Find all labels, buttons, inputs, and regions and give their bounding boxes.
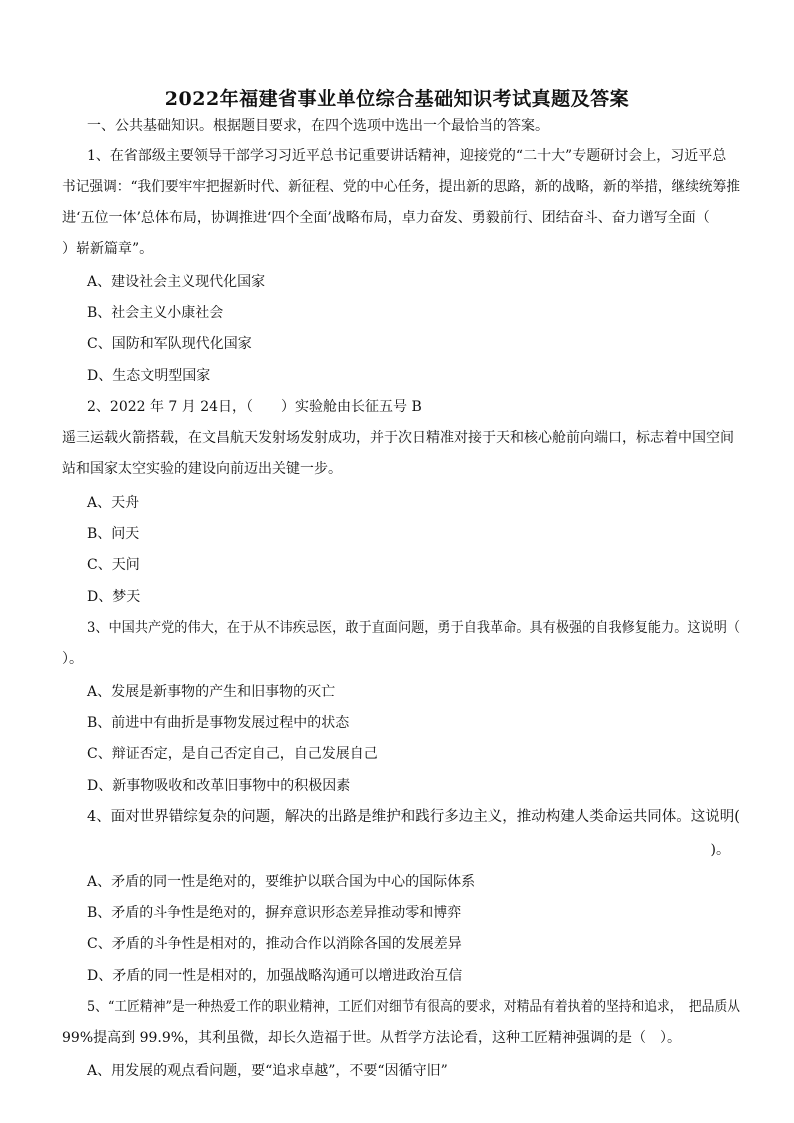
q3-line-1: 3、中国共产党的伟大，在于从不讳疾忌医，敢于直面问题，勇于自我革命。具有极强的自我修复能力。这说明（ xyxy=(87,620,741,636)
section-intro: 一、公共基础知识。根据题目要求，在四个选项中选出一个最恰当的答案。 xyxy=(87,118,549,134)
q4-option-d: D、矛盾的同一性是相对的，加强战略沟通可以增进政治互信 xyxy=(87,968,463,984)
q1-line-3: 进‘五位一体’总体布局，协调推进‘四个全面’战略布局，卓力奋发、勇毅前行、团结奋斗、奋力谱写全面（ xyxy=(62,210,710,226)
q5-option-a: A、用发展的观点看问题，要“追求卓越”，不要“因循守旧” xyxy=(87,1063,448,1079)
q2-line-3: 站和国家太空实验的建设向前迈出关键一步。 xyxy=(62,461,342,477)
q2-option-c: C、天问 xyxy=(87,557,140,573)
q1-line-2: 书记强调：“我们要牢牢把握新时代、新征程、党的中心任务，提出新的思路，新的战略，新的举措，继续统筹推 xyxy=(62,179,740,195)
q5-line-2: 99%提高到 99.9%，其利虽微，却长久造福于世。从哲学方法论看，这种工匠精神强调的是（ ）。 xyxy=(62,1030,682,1046)
q5-line-1: 5、“工匠精神”是一种热爱工作的职业精神，工匠们对细节有很高的要求，对精品有着执着的坚持和追求， 把品质从 xyxy=(87,999,740,1015)
document-title: 2022年福建省事业单位综合基础知识考试真题及答案 xyxy=(164,88,630,110)
q4-option-b: B、矛盾的斗争性是绝对的，摒弃意识形态差异推动零和博弈 xyxy=(87,905,462,921)
q4-option-a: A、矛盾的同一性是绝对的，要维护以联合国为中心的国际体系 xyxy=(87,874,476,890)
q3-option-b: B、前进中有曲折是事物发展过程中的状态 xyxy=(87,715,350,731)
q3-option-c: C、辩证否定，是自己否定自己，自己发展自己 xyxy=(87,746,378,762)
q3-line-2: ）。 xyxy=(62,651,83,667)
q2-line-2: 遥三运载火箭搭载，在文昌航天发射场发射成功，并于次日精准对接于天和核心舱前向端口，标志着中国空间 xyxy=(62,430,734,446)
q4-line-1: 4、面对世界错综复杂的问题，解决的出路是维护和践行多边主义，推动构建人类命运共同体。这说明( xyxy=(87,809,740,825)
q1-line-4: ）崭新篇章”。 xyxy=(62,241,154,257)
q3-option-a: A、发展是新事物的产生和旧事物的灭亡 xyxy=(87,684,336,700)
q1-option-c: C、国防和军队现代化国家 xyxy=(87,336,252,352)
q1-line-1: 1、在省部级主要领导干部学习习近平总书记重要讲话精神，迎接党的“二十大”专题研讨会上，习近平总 xyxy=(87,148,727,164)
q4-option-c: C、矛盾的斗争性是相对的，推动合作以消除各国的发展差异 xyxy=(87,936,462,952)
q2-option-d: D、梦天 xyxy=(87,589,141,605)
q1-option-d: D、生态文明型国家 xyxy=(87,368,211,384)
q2-option-a: A、天舟 xyxy=(87,495,140,511)
q1-option-a: A、建设社会主义现代化国家 xyxy=(87,274,266,290)
q2-line-1: 2、2022 年 7 月 24日，（ ）实验舱由长征五号 B xyxy=(87,399,422,415)
q2-option-b: B、问天 xyxy=(87,526,140,542)
q4-line-2: )。 xyxy=(710,842,730,858)
q3-option-d: D、新事物吸收和改革旧事物中的积极因素 xyxy=(87,778,351,794)
q1-option-b: B、社会主义小康社会 xyxy=(87,305,224,321)
